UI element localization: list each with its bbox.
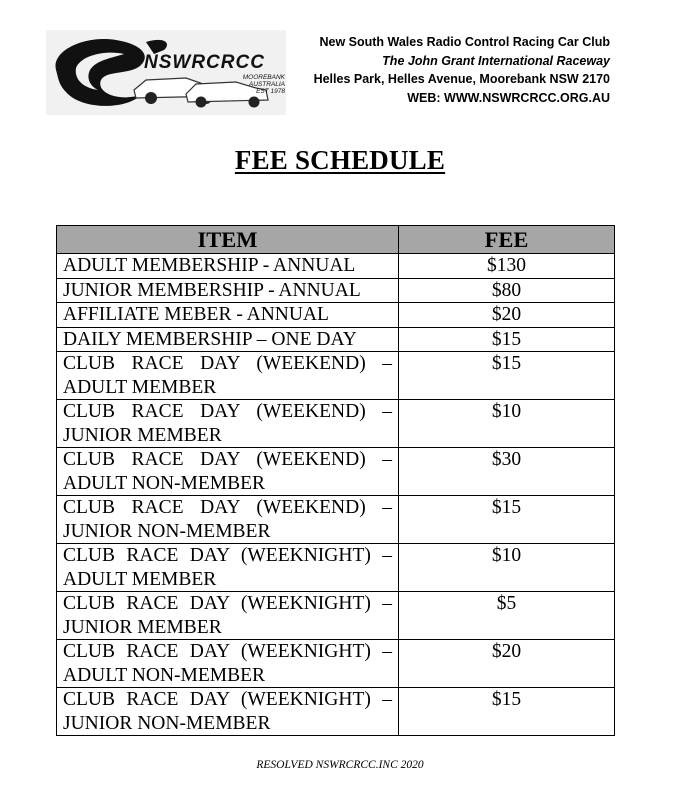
club-address: Helles Park, Helles Avenue, Moorebank NSW 2170 <box>313 72 610 86</box>
table-header-row <box>57 226 615 254</box>
row-item: DAILY MEMBERSHIP – ONE DAY <box>57 327 399 352</box>
column-header-item: ITEM <box>57 226 399 254</box>
logo-wordmark: NSWRCRCC <box>144 52 265 73</box>
row-fee: $5 <box>399 592 615 640</box>
table-row <box>57 496 615 544</box>
logo-location-australia: AUSTRALIA <box>248 81 285 88</box>
page-title: FEE SCHEDULE <box>234 145 446 175</box>
row-item: CLUB RACE DAY (WEEKNIGHT) – JUNIOR NON-MEMBER <box>57 688 399 736</box>
fee-table <box>56 225 615 736</box>
row-fee: $20 <box>399 640 615 688</box>
row-item: CLUB RACE DAY (WEEKEND) – JUNIOR MEMBER <box>57 400 399 448</box>
table-row <box>57 400 615 448</box>
club-website[interactable]: WEB: WWW.NSWRCRCC.ORG.AU <box>407 90 610 105</box>
row-fee: $15 <box>399 688 615 736</box>
table-row <box>57 688 615 736</box>
row-item: ADULT MEMBERSHIP - ANNUAL <box>57 254 399 279</box>
table-row <box>57 254 615 279</box>
table-row <box>57 327 615 352</box>
row-item: AFFILIATE MEBER - ANNUAL <box>57 303 399 328</box>
row-item: CLUB RACE DAY (WEEKNIGHT) – ADULT MEMBER <box>57 544 399 592</box>
row-fee: $15 <box>399 352 615 400</box>
club-header <box>314 33 610 107</box>
row-fee: $15 <box>399 327 615 352</box>
row-item: CLUB RACE DAY (WEEKEND) – JUNIOR NON-MEMBER <box>57 496 399 544</box>
row-fee: $15 <box>399 496 615 544</box>
row-item: CLUB RACE DAY (WEEKNIGHT) – ADULT NON-MEMBER <box>57 640 399 688</box>
row-item: JUNIOR MEMBERSHIP - ANNUAL <box>57 278 399 303</box>
table-row <box>57 278 615 303</box>
table-row <box>57 640 615 688</box>
logo-location-moorebank: MOOREBANK <box>242 74 285 81</box>
raceway-name: The John Grant International Raceway <box>382 53 610 68</box>
row-fee: $10 <box>399 544 615 592</box>
row-fee: $30 <box>399 448 615 496</box>
column-header-fee: FEE <box>399 226 615 254</box>
row-fee: $20 <box>399 303 615 328</box>
row-fee: $130 <box>399 254 615 279</box>
logo-established: EST 1978 <box>256 88 285 95</box>
row-item: CLUB RACE DAY (WEEKEND) – ADULT NON-MEMBER <box>57 448 399 496</box>
row-item: CLUB RACE DAY (WEEKNIGHT) – JUNIOR MEMBER <box>57 592 399 640</box>
table-row <box>57 448 615 496</box>
table-row <box>57 303 615 328</box>
club-logo <box>46 30 286 115</box>
row-fee: $10 <box>399 400 615 448</box>
row-item: CLUB RACE DAY (WEEKEND) – ADULT MEMBER <box>57 352 399 400</box>
table-row <box>57 544 615 592</box>
table-row <box>57 592 615 640</box>
row-fee: $80 <box>399 278 615 303</box>
club-name: New South Wales Radio Control Racing Car Club <box>319 35 610 49</box>
table-row <box>57 352 615 400</box>
footer-note: RESOLVED NSWRCRCC.INC 2020 <box>256 759 424 771</box>
